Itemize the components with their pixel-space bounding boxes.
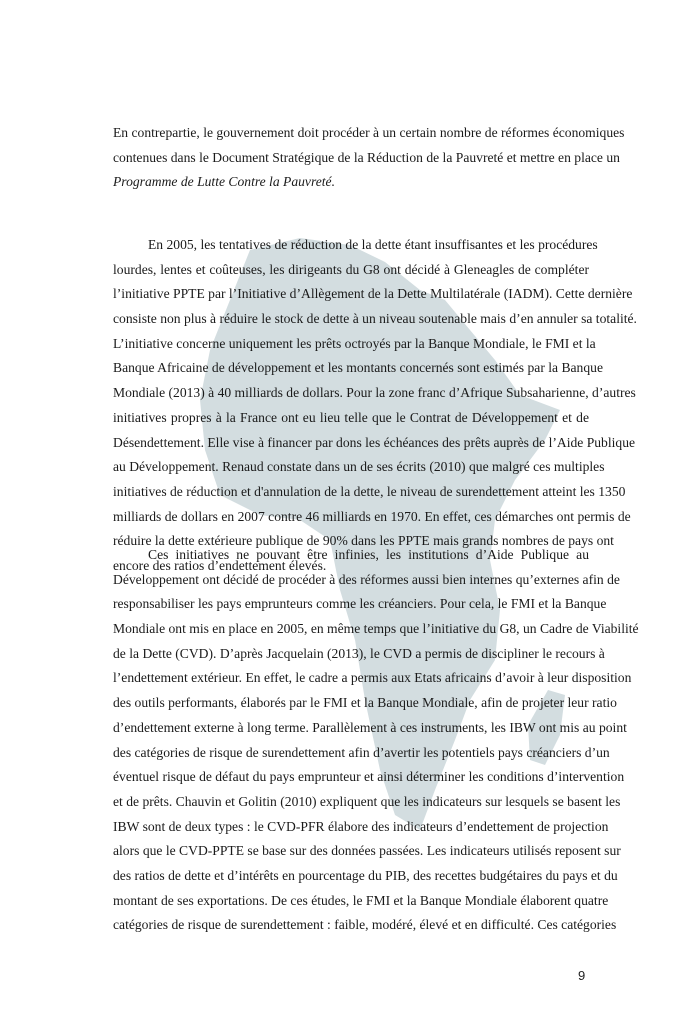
text-line: des catégories de risque de surendettement afin d’avertir les potentiels pays créanciers d’un	[113, 744, 610, 760]
text-line: au Développement. Renaud constate dans un de ses écrits (2010) que malgré ces multiples	[113, 459, 605, 475]
text-line: contenues dans le Document Stratégique de la Réduction de la Pauvreté et mettre en place un	[113, 149, 620, 165]
paragraph-3	[113, 543, 639, 938]
text-line: réduire la dette extérieure publique de 90% dans les PPTE mais grands nombres de pays ont	[113, 533, 614, 549]
text-line: L’initiative concerne uniquement les prêts octroyés par la Banque Mondiale, le FMI et la	[113, 335, 596, 351]
text-line: l’initiative PPTE par l’Initiative d’Allègement de la Dette Multilatérale (IADM). Cette dernière	[113, 286, 633, 302]
text-line: IBW sont de deux types : le CVD-PFR élabore des indicateurs d’endettement de projection	[113, 818, 609, 834]
text-line: milliards de dollars en 2007 contre 46 milliards en 1970. En effet, ces démarches ont permis de	[113, 508, 631, 524]
text-line: initiatives de réduction et d'annulation de la dette, le niveau de surendettement atteint les 1350	[113, 483, 626, 499]
text-line: Développement ont décidé de procéder à des réformes aussi bien internes qu’externes afin de	[113, 571, 620, 587]
text-line: et de prêts. Chauvin et Golitin (2010) expliquent que les indicateurs sur lesquels se basent les	[113, 793, 621, 809]
text-line: Mondiale ont mis en place en 2005, en même temps que l’initiative du G8, un Cadre de Viabilité	[113, 621, 639, 637]
text-line: catégories de risque de surendettement : faible, modéré, élevé et en difficulté. Ces catégories	[113, 917, 617, 933]
paragraph-1	[113, 121, 625, 195]
text-line: lourdes, lentes et coûteuses, les dirigeants du G8 ont décidé à Gleneagles de compléter	[113, 261, 589, 277]
text-line: initiatives propres à la France ont eu lieu telle que le Contrat de Développement et de	[113, 409, 589, 425]
page-number: 9	[578, 968, 586, 983]
text-line: d’endettement externe à long terme. Parallèlement à ces instruments, les IBW ont mis au point	[113, 719, 627, 735]
text-line: des outils performants, élaborés par le FMI et la Banque Mondiale, afin de projeter leur ratio	[113, 695, 617, 711]
text-line: éventuel risque de défaut du pays emprunteur et ainsi déterminer les conditions d’intervention	[113, 769, 625, 785]
text-line: En 2005, les tentatives de réduction de la dette étant insuffisantes et les procédures	[148, 237, 598, 252]
text-line: Banque Africaine de développement et les montants concernés sont estimés par la Banque	[113, 360, 603, 376]
text-line: alors que le CVD-PPTE se base sur des données passées. Les indicateurs utilisés reposent sur	[113, 843, 621, 859]
text-line: Mondiale (2013) à 40 milliards de dollars. Pour la zone franc d’Afrique Subsaharienne, d’autres	[113, 385, 636, 401]
text-line: montant de ses exportations. De ces études, le FMI et la Banque Mondiale élaborent quatre	[113, 892, 609, 908]
text-line: l’endettement extérieur. En effet, le cadre a permis aux Etats africains d’avoir à leur disposition	[113, 670, 632, 686]
text-line: Ces initiatives ne pouvant être infinies, les institutions d’Aide Publique au	[148, 547, 589, 562]
text-line: consiste non plus à réduire le stock de dette à un niveau soutenable mais d’en annuler sa totalité.	[113, 311, 637, 327]
text-line: encore des ratios d’endettement élevés.	[113, 557, 327, 573]
text-line: des ratios de dette et d’intérêts en pourcentage du PIB, des recettes budgétaires du pays et du	[113, 867, 618, 883]
text-line: Désendettement. Elle vise à financer par dons les échéances des prêts auprès de l’Aide Publique	[113, 434, 636, 450]
text-line-italic: Programme de Lutte Contre la Pauvreté.	[113, 174, 335, 190]
text-line: de la Dette (CVD). D’après Jacquelain (2013), le CVD a permis de discipliner le recours à	[113, 645, 605, 661]
text-line: responsabiliser les pays emprunteurs comme les créanciers. Pour cela, le FMI et la Banque	[113, 596, 607, 612]
text-line: En contrepartie, le gouvernement doit procéder à un certain nombre de réformes économiques	[113, 125, 625, 140]
